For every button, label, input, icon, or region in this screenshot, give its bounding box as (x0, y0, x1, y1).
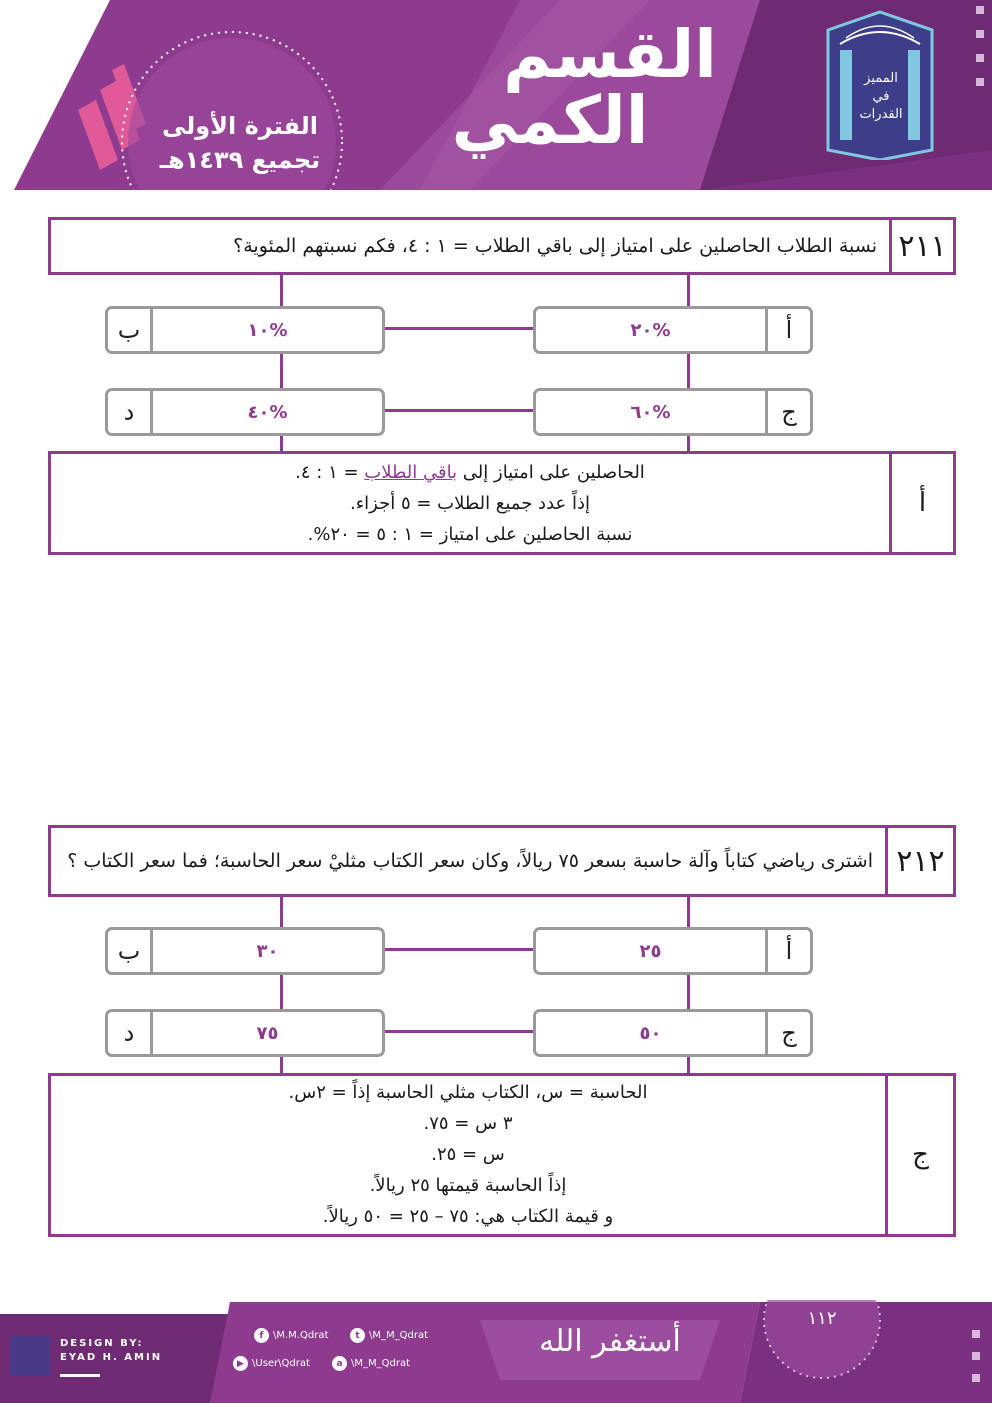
designer-name: EYAD H. AMIN (60, 1352, 163, 1363)
option-letter: د (108, 1012, 153, 1054)
solution-line: إذاً الحاسبة قيمتها ٢٥ ريالاً. (369, 1175, 567, 1196)
question-text: اشترى رياضي كتاباً وآلة حاسبة بسعر ٧٥ ريالاً، وكان سعر الكتاب مثليْ سعر الحاسبة؛ فما سعر الكتاب ؟ (67, 849, 873, 872)
option-a[interactable] (533, 306, 813, 354)
question-number: ٢١١ (889, 220, 953, 272)
period-subtitle: تجميع ١٤٣٩هـ (159, 146, 321, 174)
connector-line (384, 948, 534, 951)
option-c[interactable] (533, 388, 813, 436)
social-handle: \M_M_Qdrat (351, 1358, 411, 1369)
option-letter: ب (108, 309, 153, 351)
solution-box (48, 451, 956, 555)
section-title-line1: القسم (503, 16, 717, 93)
solution-line: و قيمة الكتاب هي: ٧٥ – ٢٥ = ٥٠ ريالاً. (322, 1206, 614, 1227)
question-number: ٢١٢ (885, 828, 953, 894)
solution-text (51, 1076, 885, 1234)
social-handle: \M.M.Qdrat (273, 1330, 329, 1341)
connector-line (384, 409, 534, 412)
twitter-link[interactable] (350, 1328, 428, 1343)
option-letter: أ (765, 930, 810, 972)
calligraphy: أستغفر الله (539, 1324, 681, 1359)
option-value: ٤٠% (247, 401, 288, 423)
solution-line: نسبة الحاصلين على امتياز = ١ : ٥ = ٢٠%. (307, 524, 633, 545)
option-a[interactable] (533, 927, 813, 975)
option-b[interactable] (105, 927, 385, 975)
option-letter: ج (765, 1012, 810, 1054)
option-letter: ج (765, 391, 810, 433)
option-d[interactable] (105, 1009, 385, 1057)
option-value: ٧٥ (256, 1022, 279, 1044)
solution-line: إذاً عدد جميع الطلاب = ٥ أجزاء. (349, 493, 591, 514)
option-letter: أ (765, 309, 810, 351)
social-handle: \M_M_Qdrat (369, 1330, 429, 1341)
page-footer (0, 1300, 992, 1403)
option-value: ٢٠% (630, 319, 671, 341)
option-d[interactable] (105, 388, 385, 436)
option-value: ٣٠ (256, 940, 279, 962)
option-value: ٥٠ (639, 1022, 662, 1044)
design-by-label: DESIGN BY: (60, 1338, 144, 1349)
logo-text: المميز في القدرات (859, 71, 903, 122)
facebook-icon: f (254, 1328, 269, 1343)
ask-icon: a (332, 1356, 347, 1371)
logo (820, 10, 940, 160)
social-handle: \User\Qdrat (252, 1358, 310, 1369)
option-value: ١٠% (247, 319, 288, 341)
solution-line: ٣ س = ٧٥. (423, 1113, 513, 1134)
facebook-link[interactable] (254, 1328, 328, 1343)
solution-line: الحاصلين على امتياز إلى باقي الطلاب = ١ : ٤. (295, 462, 645, 483)
answer-letter: أ (889, 454, 953, 552)
ask-link[interactable] (332, 1356, 410, 1371)
solution-line: س = ٢٥. (431, 1144, 505, 1165)
solution-box (48, 1073, 956, 1237)
section-title-line2: الكمي (451, 82, 649, 159)
option-letter: د (108, 391, 153, 433)
solution-line: الحاسبة = س، الكتاب مثلي الحاسبة إذاً = ٢س. (288, 1082, 648, 1103)
option-value: ٢٥ (639, 940, 662, 962)
solution-text (51, 454, 889, 552)
question-header (48, 825, 956, 897)
twitter-icon: t (350, 1328, 365, 1343)
question-header (48, 217, 956, 275)
youtube-icon: ▶ (233, 1356, 248, 1371)
page-number: ١١٢ (807, 1308, 837, 1329)
connector-line (384, 1030, 534, 1033)
option-c[interactable] (533, 1009, 813, 1057)
page-header (0, 0, 992, 190)
period-title: الفترة الأولى (161, 112, 319, 140)
answer-letter: ج (885, 1076, 953, 1234)
connector-line (384, 327, 534, 330)
option-value: ٦٠% (630, 401, 671, 423)
option-b[interactable] (105, 306, 385, 354)
youtube-link[interactable] (233, 1356, 310, 1371)
option-letter: ب (108, 930, 153, 972)
question-text: نسبة الطلاب الحاصلين على امتياز إلى باقي الطلاب = ١ : ٤، فكم نسبتهم المئوية؟ (233, 234, 877, 257)
